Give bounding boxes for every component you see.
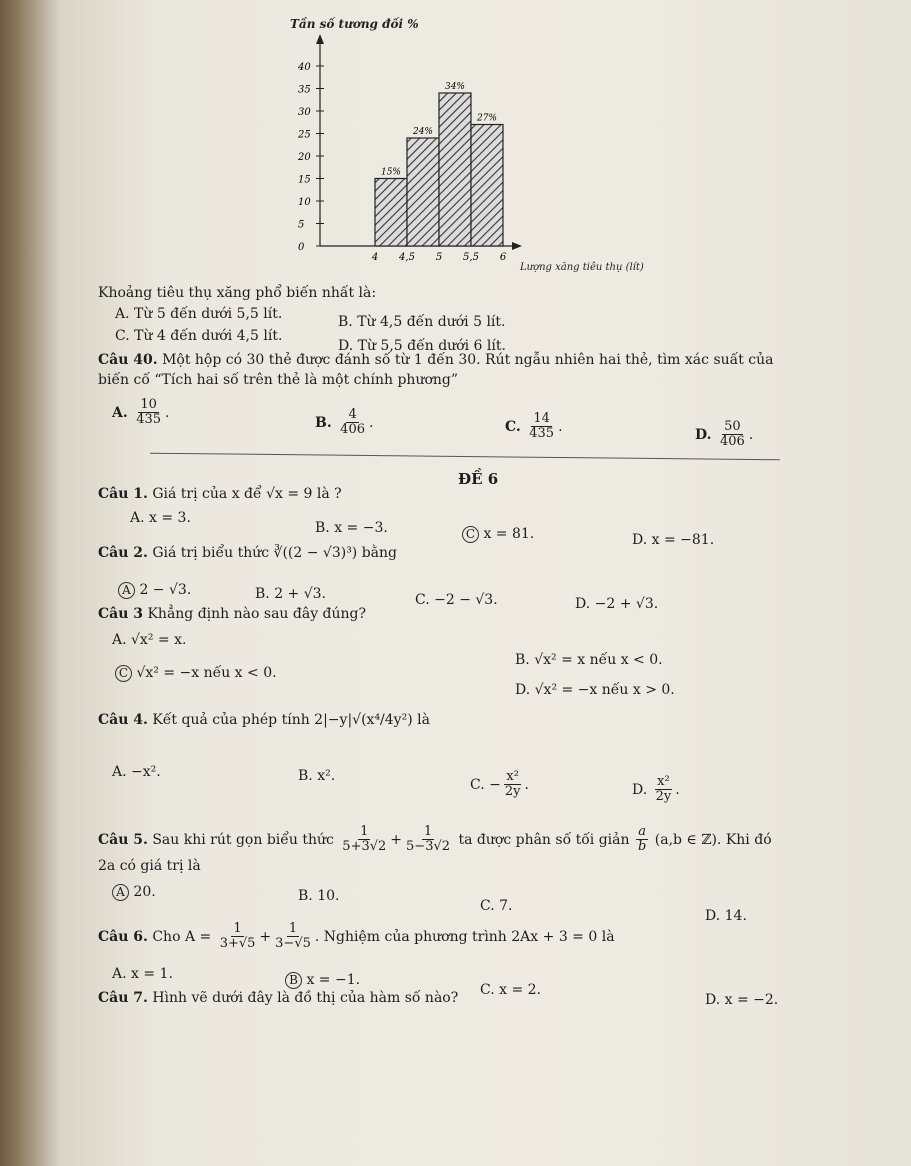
y-tick-label: 35 — [298, 84, 311, 96]
q4-option-b[interactable]: B. x². — [298, 768, 336, 784]
prev-option-c[interactable]: C. Từ 4 đến dưới 4,5 lít. — [115, 328, 283, 344]
y-tick-label: 10 — [298, 197, 311, 208]
y-tick-label: 0 — [298, 242, 305, 253]
q2-option-a[interactable]: A 2 − √3. — [118, 582, 191, 599]
q5-option-a[interactable]: A 20. — [112, 884, 156, 901]
bar-data-label: 15% — [380, 167, 402, 178]
y-tick-label: 30 — [298, 107, 311, 118]
q3-option-b[interactable]: B. √x² = x nếu x < 0. — [515, 652, 663, 668]
y-tick-label: 5 — [298, 219, 305, 231]
x-tick-label: 4,5 — [399, 252, 415, 263]
y-axis-arrow — [316, 34, 324, 44]
prev-option-a[interactable]: A. Từ 5 đến dưới 5,5 lít. — [115, 306, 283, 322]
q1-option-a[interactable]: A. x = 3. — [130, 510, 191, 526]
q40-option-c[interactable]: C. $\frac{14}{435}$ . — [505, 411, 563, 442]
q2-option-c[interactable]: C. −2 − √3. — [415, 592, 498, 608]
histogram-bar — [439, 93, 471, 246]
q2-option-d[interactable]: D. −2 + √3. — [575, 596, 659, 612]
exam-heading: ĐỀ 6 — [458, 470, 499, 488]
histogram-bar — [375, 179, 407, 247]
histogram-chart — [250, 10, 720, 280]
q3-option-d[interactable]: D. √x² = −x nếu x > 0. — [515, 682, 675, 698]
q4-option-a[interactable]: A. −x². — [112, 764, 161, 780]
q40-label: Câu 40. — [98, 352, 158, 368]
chart-title: Tần số tương đối % — [290, 17, 419, 31]
q1-option-c[interactable]: C x = 81. — [462, 526, 534, 543]
y-tick-label: 40 — [298, 62, 311, 73]
q40-line1 — [98, 352, 774, 368]
q4-option-c[interactable]: C. − $\frac{\text{x²}}{2y}$ . — [470, 769, 529, 800]
histogram-bar — [407, 138, 439, 246]
prev-option-b[interactable]: B. Từ 4,5 đến dưới 5 lít. — [338, 314, 506, 330]
q40-text1: Một hộp có 30 thẻ được đánh số từ 1 đến 30. Rút ngẫu nhiên hai thẻ, tìm xác suất của — [162, 352, 774, 368]
x-tick-label: 5,5 — [463, 252, 479, 263]
bar-data-label: 27% — [476, 113, 498, 124]
histogram-bar — [471, 125, 503, 247]
x-axis-arrow — [512, 242, 522, 250]
q6-option-c[interactable]: C. x = 2. — [480, 982, 541, 998]
q2-line: Câu 2. Giá trị biểu thức ∛((2 − √3)³) bằng — [98, 545, 398, 561]
q4-line: Câu 4. Kết quả của phép tính 2|−y|√(x⁴/4y²) là — [98, 712, 430, 728]
y-tick-label: 15 — [298, 174, 311, 186]
prev-option-d[interactable]: D. Từ 5,5 đến dưới 6 lít. — [338, 338, 506, 354]
bar-data-label: 24% — [412, 127, 434, 137]
q6-option-a[interactable]: A. x = 1. — [112, 966, 173, 982]
y-tick-label: 25 — [298, 129, 311, 141]
q3-option-a[interactable]: A. √x² = x. — [112, 632, 187, 648]
q5-text4: 2a có giá trị là — [98, 858, 201, 874]
q3-option-c[interactable]: C √x² = −x nếu x < 0. — [115, 665, 277, 682]
y-tick-label: 20 — [298, 152, 311, 163]
q1-line: Câu 1. Giá trị của x để √x = 9 là ? — [98, 486, 342, 502]
q6-option-d[interactable]: D. x = −2. — [705, 992, 779, 1008]
prev-question: Khoảng tiêu thụ xăng phổ biến nhất là: — [98, 285, 377, 301]
q4-option-d[interactable]: D. $\frac{\text{x²}}{2y}$ . — [632, 774, 680, 805]
q40-option-a[interactable]: A. $\frac{10}{435}$ . — [112, 397, 170, 428]
x-tick-label: 4 — [371, 252, 379, 263]
q6-line: Câu 6. Cho A = $\frac{1}{3+√5}$ + $\frac{1}{3-√5}$ . Nghiệm của phương trình 2Ax + 3 = 0 là — [98, 921, 615, 952]
x-axis-label: Lượng xăng tiêu thụ (lít) — [520, 262, 644, 273]
q40-option-d[interactable]: D. $\frac{50}{406}$ . — [695, 419, 754, 450]
q1-option-b[interactable]: B. x = −3. — [315, 520, 388, 536]
q5-option-c[interactable]: C. 7. — [480, 898, 513, 914]
q6-option-b[interactable]: B x = −1. — [285, 972, 360, 989]
q5-line: Câu 5. Sau khi rút gọn biểu thức $\frac{1}{5+3√2}$ + $\frac{1}{5-3√2}$ ta được phân số tối giản $\frac{a}{b}$ (a,b ∈ ℤ). Khi đó — [98, 824, 772, 855]
x-tick-label: 6 — [499, 252, 507, 263]
q5-option-b[interactable]: B. 10. — [298, 888, 340, 904]
q1-option-d[interactable]: D. x = −81. — [632, 532, 715, 548]
bar-data-label: 34% — [444, 82, 466, 92]
q5-option-d[interactable]: D. 14. — [705, 908, 747, 924]
q3-line: Câu 3 Khẳng định nào sau đây đúng? — [98, 606, 367, 622]
q40-text2: biến cố “Tích hai số trên thẻ là một chính phương” — [98, 372, 459, 388]
q2-option-b[interactable]: B. 2 + √3. — [255, 586, 327, 602]
q40-option-b[interactable]: B. $\frac{4}{406}$ . — [315, 407, 374, 438]
x-tick-label: 5 — [435, 252, 443, 263]
q7-line: Câu 7. Hình vẽ dưới đây là đồ thị của hàm số nào? — [98, 990, 459, 1006]
